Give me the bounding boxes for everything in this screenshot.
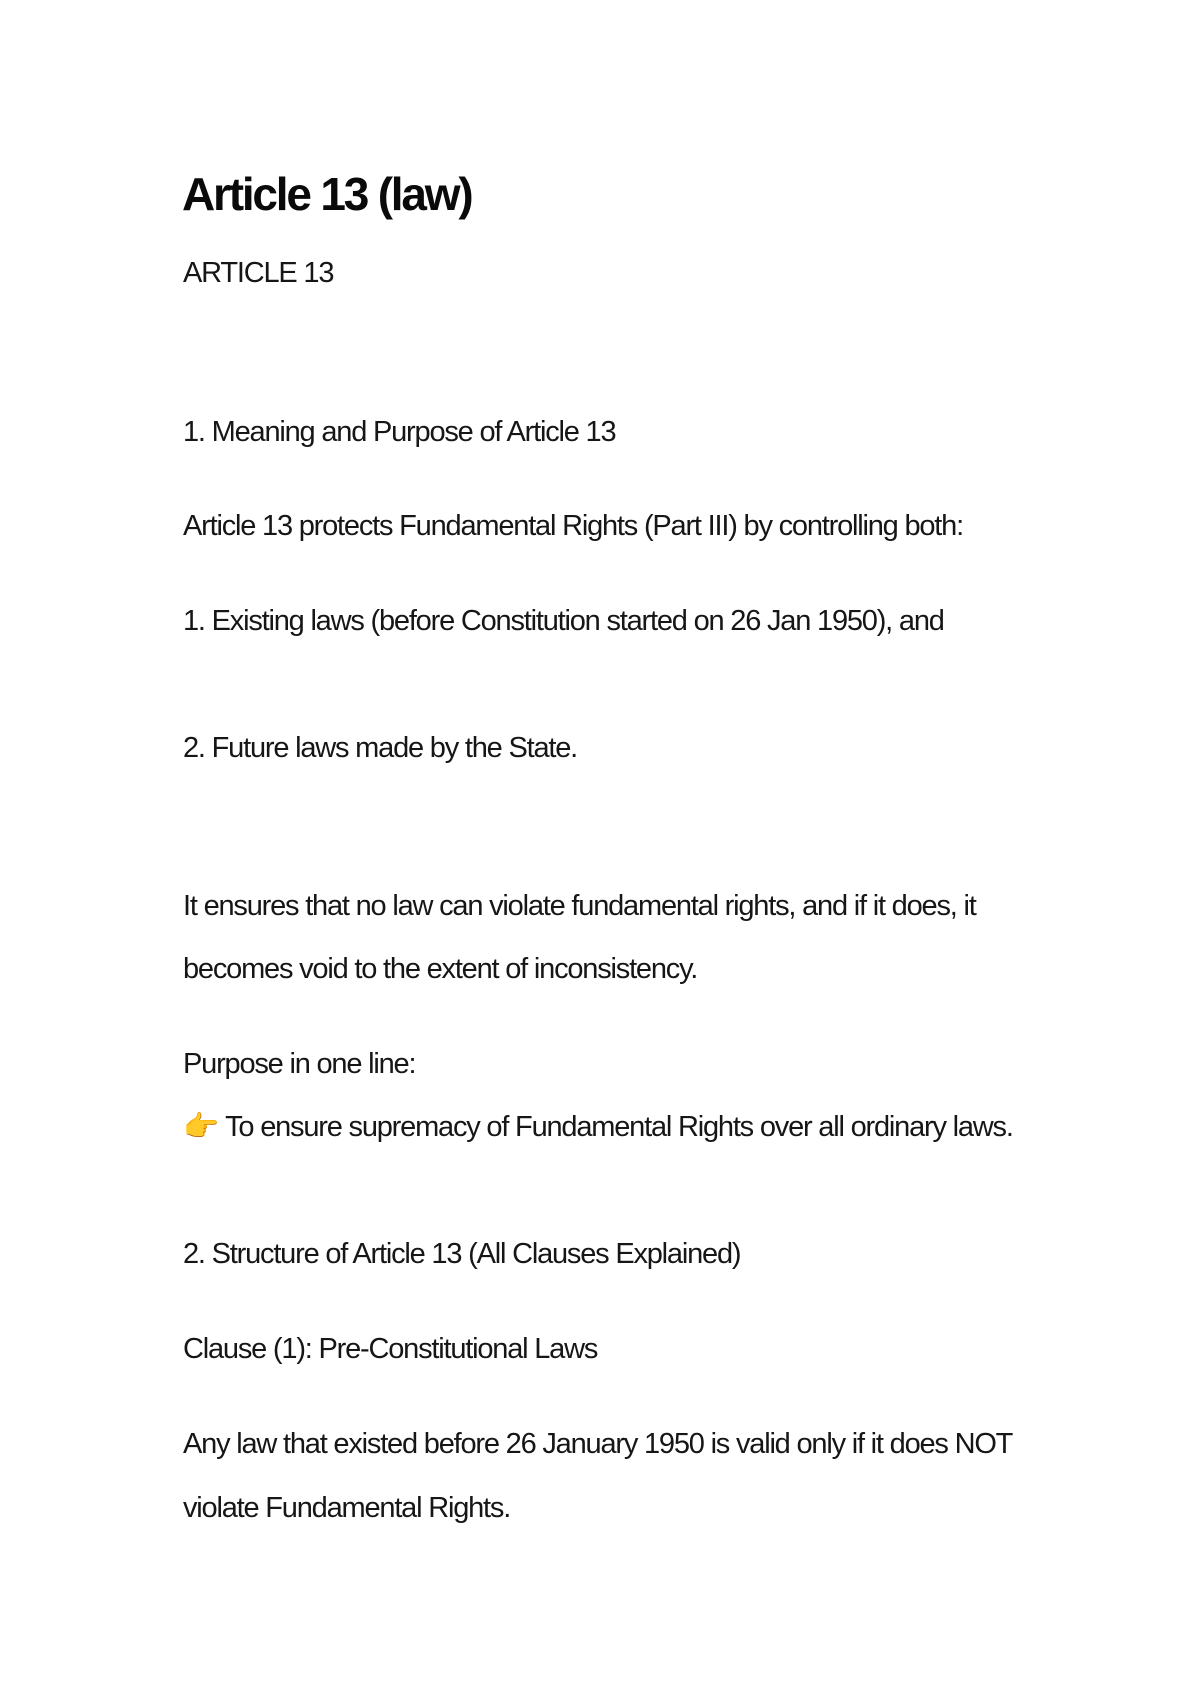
clause-paragraph-line: violate Fundamental Rights. [183,1492,511,1524]
section-heading-structure: 2. Structure of Article 13 (All Clauses Explained) [183,1238,741,1270]
clause-heading: Clause (1): Pre-Constitutional Laws [183,1333,598,1365]
paragraph-line: becomes void to the extent of inconsistency. [183,953,698,985]
document-subtitle: ARTICLE 13 [183,257,334,289]
list-item-future-laws: 2. Future laws made by the State. [183,732,578,764]
intro-paragraph: Article 13 protects Fundamental Rights (Part III) by controlling both: [183,510,963,542]
paragraph-line: It ensures that no law can violate fundamental rights, and if it does, it [183,890,976,922]
clause-paragraph-line: Any law that existed before 26 January 1950 is valid only if it does NOT [183,1428,1013,1460]
pointing-hand-icon: 👉 [183,1111,220,1143]
purpose-statement [183,1109,1013,1145]
purpose-label: Purpose in one line: [183,1048,416,1080]
page-title: Article 13 (law) [182,168,472,220]
purpose-text: To ensure supremacy of Fundamental Rights over all ordinary laws. [225,1111,1013,1143]
list-item-existing-laws: 1. Existing laws (before Constitution started on 26 Jan 1950), and [183,605,944,637]
section-heading-meaning: 1. Meaning and Purpose of Article 13 [183,416,616,448]
